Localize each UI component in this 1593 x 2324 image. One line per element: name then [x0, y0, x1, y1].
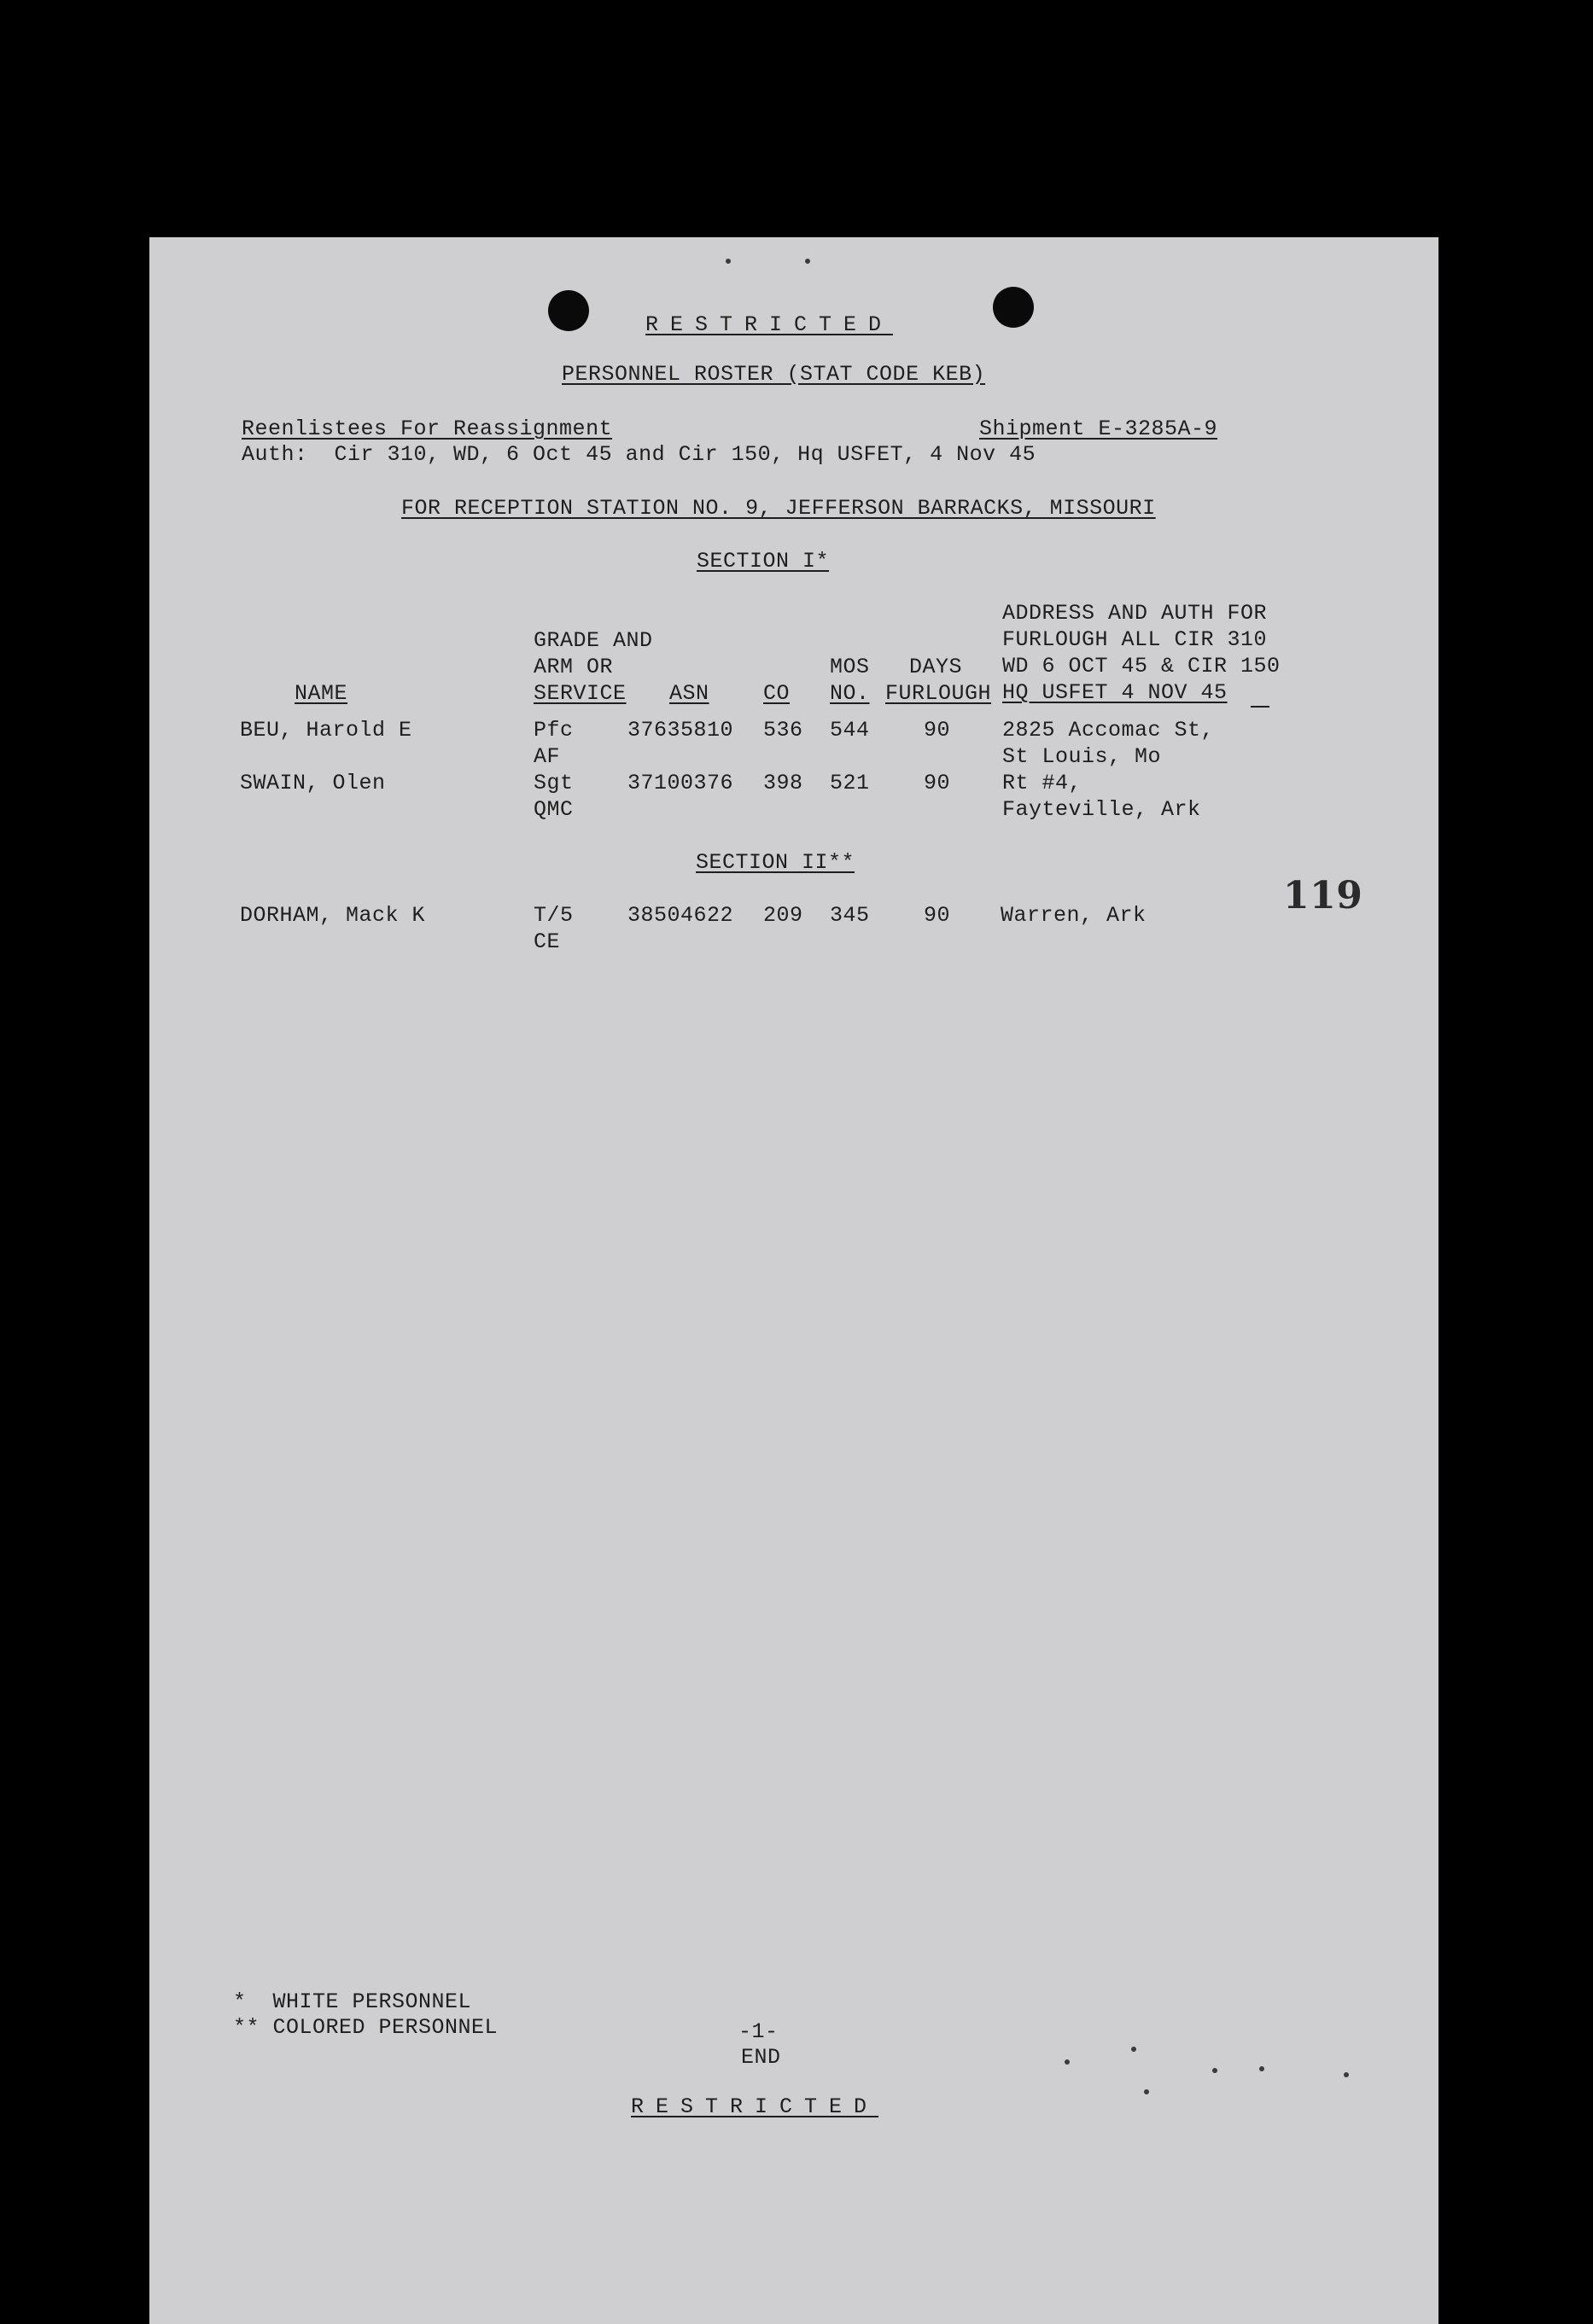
row-days: 90 — [924, 771, 951, 795]
section-1-title: SECTION I* — [697, 549, 830, 574]
col-header-addr-4: HQ USFET 4 NOV 45 — [1002, 680, 1228, 705]
col-header-asn: ASN — [669, 681, 709, 706]
paper-speck — [1144, 2089, 1149, 2094]
authority-line: Auth: Cir 310, WD, 6 Oct 45 and Cir 150, Hq USFET, 4 Nov 45 — [242, 442, 1036, 467]
row-name: DORHAM, Mack K — [240, 903, 426, 928]
col-header-co: CO — [763, 681, 791, 706]
row-arm: QMC — [534, 797, 574, 822]
paper-speck — [1344, 2072, 1349, 2077]
row-arm: CE — [534, 929, 561, 954]
col-header-grade-2: ARM OR — [534, 655, 614, 679]
row-mos: 345 — [830, 903, 870, 928]
row-asn: 37635810 — [627, 718, 734, 743]
row-grade: Sgt — [534, 771, 574, 795]
row-grade: T/5 — [534, 903, 574, 928]
end-mark: END — [741, 2045, 781, 2070]
col-header-addr-2: FURLOUGH ALL CIR 310 — [1002, 627, 1268, 652]
row-address-1: Warren, Ark — [1001, 903, 1147, 928]
col-header-days-1: DAYS — [909, 655, 963, 679]
col-header-days-2: FURLOUGH — [885, 681, 992, 706]
paper-speck — [1212, 2068, 1217, 2073]
row-days: 90 — [924, 718, 951, 743]
row-name: BEU, Harold E — [240, 718, 412, 743]
col-header-addr-3: WD 6 OCT 45 & CIR 150 — [1002, 654, 1281, 679]
paper-speck — [1065, 2059, 1070, 2065]
page-number: -1- — [738, 2019, 779, 2044]
row-co: 398 — [763, 771, 803, 795]
stamped-page-number: 119 — [1283, 874, 1363, 917]
punch-hole-left — [548, 290, 589, 331]
classification-bottom: RESTRICTED — [631, 2094, 879, 2119]
row-days: 90 — [924, 903, 951, 928]
destination-line: FOR RECEPTION STATION NO. 9, JEFFERSON BARRACKS, MISSOURI — [401, 496, 1156, 521]
row-mos: 544 — [830, 718, 870, 743]
section-2-title: SECTION II** — [696, 850, 855, 875]
col-header-grade-3: SERVICE — [534, 681, 627, 706]
paper-speck — [1131, 2047, 1136, 2052]
document-page — [149, 237, 1438, 2324]
paper-speck — [726, 259, 731, 264]
col-header-addr-1: ADDRESS AND AUTH FOR — [1002, 601, 1268, 626]
punch-hole-right — [993, 287, 1034, 328]
row-co: 536 — [763, 718, 803, 743]
classification-top: RESTRICTED — [645, 312, 894, 337]
row-asn: 37100376 — [627, 771, 734, 795]
subject-line: Reenlistees For Reassignment — [242, 416, 613, 441]
col-header-addr-rule — [1251, 706, 1269, 708]
row-asn: 38504622 — [627, 903, 734, 928]
shipment-number: Shipment E-3285A-9 — [979, 416, 1218, 441]
col-header-grade-1: GRADE AND — [534, 628, 653, 653]
row-co: 209 — [763, 903, 803, 928]
row-address-2: Fayteville, Ark — [1002, 797, 1201, 822]
footnote-white: * WHITE PERSONNEL — [233, 1989, 472, 2014]
col-header-mos-1: MOS — [830, 655, 870, 679]
col-header-mos-2: NO. — [830, 681, 870, 706]
paper-speck — [1259, 2066, 1264, 2071]
col-header-name: NAME — [295, 681, 348, 706]
row-address-2: St Louis, Mo — [1002, 744, 1162, 769]
row-address-1: 2825 Accomac St, — [1002, 718, 1215, 743]
roster-title: PERSONNEL ROSTER (STAT CODE KEB) — [562, 362, 986, 387]
footnote-colored: ** COLORED PERSONNEL — [233, 2015, 499, 2040]
row-grade: Pfc — [534, 718, 574, 743]
row-address-1: Rt #4, — [1002, 771, 1082, 795]
paper-speck — [805, 259, 810, 264]
row-arm: AF — [534, 744, 561, 769]
row-name: SWAIN, Olen — [240, 771, 386, 795]
row-mos: 521 — [830, 771, 870, 795]
